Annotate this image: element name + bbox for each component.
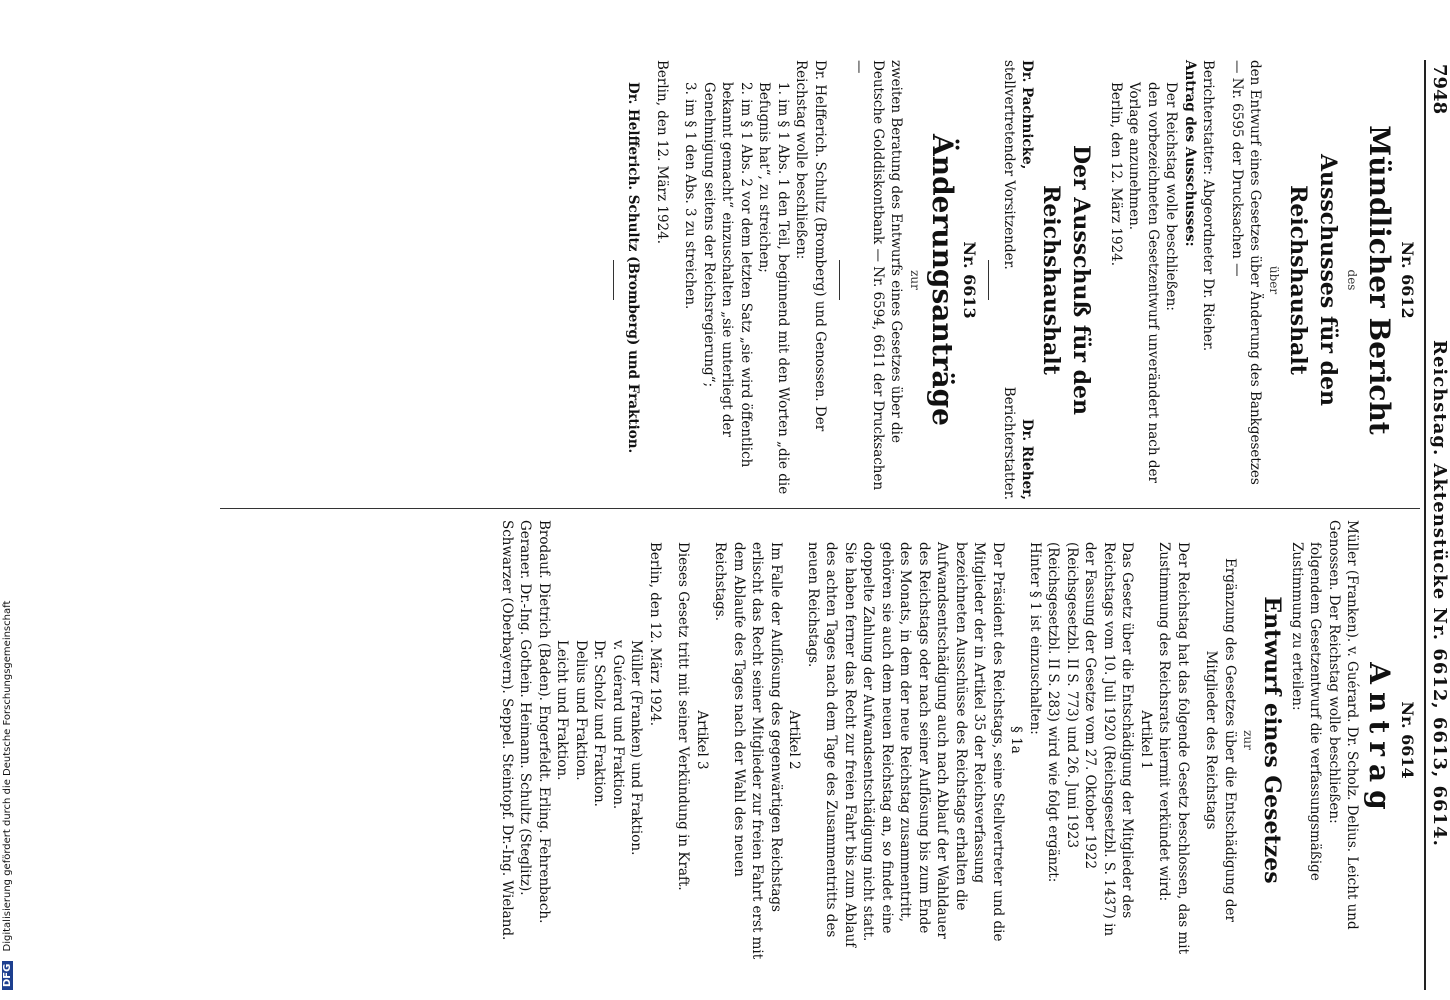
dfg-logo: DFG [2, 961, 13, 990]
doc6613-title: Änderungsanträge [926, 133, 959, 426]
doc6612-subtitle: Ausschusses für den Reichshaushalt [1285, 153, 1341, 407]
doc6614-date: Berlin, den 12. März 1924. [647, 542, 663, 727]
doc6612-antrag-head: Antrag des Ausschusses: [1182, 60, 1198, 247]
doc6612-title: Mündlicher Bericht [1363, 125, 1397, 435]
doc6613-intro: Dr. Helfferich. Schultz (Bromberg) und Genossen. Der Reichstag wolle beschließen: [793, 60, 828, 432]
doc6612-sig-right-role: Berichterstatter. [1001, 386, 1017, 500]
doc6613-date: Berlin, den 12. März 1924. [654, 60, 670, 245]
separator [613, 260, 614, 300]
doc6614-entwurf: Entwurf eines Gesetzes [1259, 596, 1286, 884]
page-number: 7948 [1429, 64, 1450, 115]
doc6613-item: 1. im § 1 Abs. 1 den Teil, beginnend mit den Worten „die die Befugnis hat“, zu streichen; [756, 82, 791, 495]
doc6614-zur: zur [1241, 730, 1256, 750]
doc6613-signature: Dr. Helfferich. Schultz (Bromberg) und Fraktion. [625, 82, 642, 454]
header-title: Reichstag. Aktenstücke Nr. 6612, 6613, 6614. [1429, 340, 1450, 847]
right-column [498, 520, 1417, 960]
doc6612-sig-left: Dr. Pachnicke, [1019, 60, 1036, 170]
footer-text: Digitalisierung gefördert durch die Deutsche Forschungsgemeinschaft [2, 600, 13, 952]
doc6613-item: 2. im § 1 Abs. 2 vor dem letzten Satz „sie wird öffentlich bekannt gemacht“ einzuschalten „sie unterliegt der Genehmigung seitens der Reichsregierung“; [701, 82, 754, 468]
doc6614-intro2: folgendem Gesetzentwurf die verfassungsmäßige Zustimmung zu erteilen: [1289, 542, 1324, 881]
doc6614-signer: v. Guérard und Fraktion. [610, 640, 626, 810]
doc6614-art1-text: Das Gesetz über die Entschädigung der Mitglieder des Reichstags vom 10. Juli 1920 (Reichsgesetzbl. S. 1437) in der Fassung der Gesetze vom 27. Oktober 1922 (Reichsgesetzbl. II S. 773) und 26. Juni 1923 (Reichsgesetzbl. II S. 283) wird wie folgt ergänzt: [1045, 542, 1136, 937]
doc6614-artikel3: Artikel 3 [694, 710, 710, 770]
doc6614-title: Antrag [1363, 662, 1397, 818]
doc6613-text: zweiten Beratung des Entwurfs eines Gesetzes über die Deutsche Golddiskontbank — Nr. 6594, 6611 der Drucksachen — [851, 60, 905, 491]
doc6614-signer: Dr. Scholz und Fraktion. [591, 640, 608, 807]
left-column [603, 60, 1416, 500]
doc6612-sig-left-role: stellvertretender Vorsitzender. [1001, 60, 1017, 270]
doc6612-sig-right: Dr. Rieher, [1019, 418, 1036, 500]
digitization-footer [0, 0, 22, 1000]
doc6612-berichterstatter: Berichterstatter: Abgeordneter Dr. Rieher. [1200, 60, 1217, 352]
doc6614-ergaenzung: Ergänzung des Gesetzes über die Entschädigung der Mitglieder des Reichstags [1203, 558, 1238, 922]
page-header [1424, 60, 1450, 990]
doc6612-ausschuss: Der Ausschuß für den Reichshaushalt [1038, 144, 1095, 415]
doc6612-date: Berlin, den 12. März 1924. [1108, 82, 1124, 267]
column-divider [220, 508, 1420, 509]
doc6614-number: Nr. 6614 [1398, 701, 1417, 779]
doc6614-signer: Leicht und Fraktion. [554, 640, 571, 781]
rotated-content [210, 60, 1450, 990]
doc6614-signer: Delius und Fraktion. [573, 640, 589, 781]
doc6614-artikel2: Artikel 2 [786, 710, 803, 770]
doc6614-paragraph: § 1a [1008, 726, 1025, 754]
doc6614-art2-text: Im Falle der Auflösung des gegenwärtigen Reichstags erlischt das Recht seiner Mitglieder zur freien Fahrt erst mit dem Ablaufe des Tages nach der Wahl des neuen Reichstags. [712, 542, 784, 960]
doc6612-text: den Entwurf eines Gesetzes über Änderung des Bankgesetzes — Nr. 6595 der Drucksachen — [1229, 60, 1264, 485]
doc6614-art3-text: Dieses Gesetz tritt mit seiner Verkündung in Kraft. [675, 542, 692, 891]
doc6612-antrag-text: Der Reichstag wolle beschließen: [1163, 82, 1180, 311]
doc6613-item: 3. im § 1 den Abs. 3 zu streichen. [682, 82, 699, 310]
doc6614-intro: Müller (Franken). v. Guérard. Dr. Scholz. Delius. Leicht und Genossen. Der Reichstag wolle beschließen: [1326, 520, 1361, 930]
separator [989, 260, 990, 300]
doc6612-number: Nr. 6612 [1398, 241, 1417, 319]
doc6612-des: des [1345, 269, 1360, 291]
doc6612-antrag-body: den vorbezeichneten Gesetzentwurf unverändert nach der Vorlage anzunehmen. [1126, 82, 1161, 483]
doc6614-signer: Müller (Franken) und Fraktion. [628, 640, 645, 856]
doc6613-number: Nr. 6613 [960, 241, 980, 319]
doc6614-artikel1: Artikel 1 [1138, 710, 1154, 770]
doc6614-art1-insert: Hinter § 1 ist einzuschalten: [1027, 542, 1043, 735]
doc6614-preamble: Der Reichstag hat das folgende Gesetz beschlossen, das mit Zustimmung des Reichsrats hiermit verkündet wird: [1156, 542, 1191, 955]
doc6612-ueber: über [1267, 265, 1281, 295]
separator [839, 260, 840, 300]
doc6614-par-text: Der Präsident des Reichstags, seine Stellvertreter und die Mitglieder der in Artikel 35 der Reichsverfassung bezeichneten Ausschüsse des Reichstags erhalten die Aufwandsentschädigung auch nach Ablauf der Wahldauer des Reichstags oder nach seiner Auflösung bis zum Ende des Monats, in dem der neue Reichstag zusammentritt, gehören sie auch dem neuen Reichstag an, so findet eine doppelte Zahlung der Aufwandsentschädigung nicht statt. Sie haben ferner das Recht zur freien Fahrt bis zum Ablauf des achten Tages nach dem Tage des Zusammentritts des neuen Reichstags. [805, 542, 1006, 948]
scanned-page [110, 0, 1450, 1000]
doc6614-names: Brodauf. Dietrich (Baden). Engerfeldt. Erling. Fehrenbach. Geraner. Dr.-Ing. Gothein. Heimann. Schultz (Steglitz). Schwarzer (Oberbayern). Seppel. Steintopf. Dr.-Ing. Wieland. [499, 520, 552, 941]
doc6613-zur: zur [908, 270, 922, 290]
